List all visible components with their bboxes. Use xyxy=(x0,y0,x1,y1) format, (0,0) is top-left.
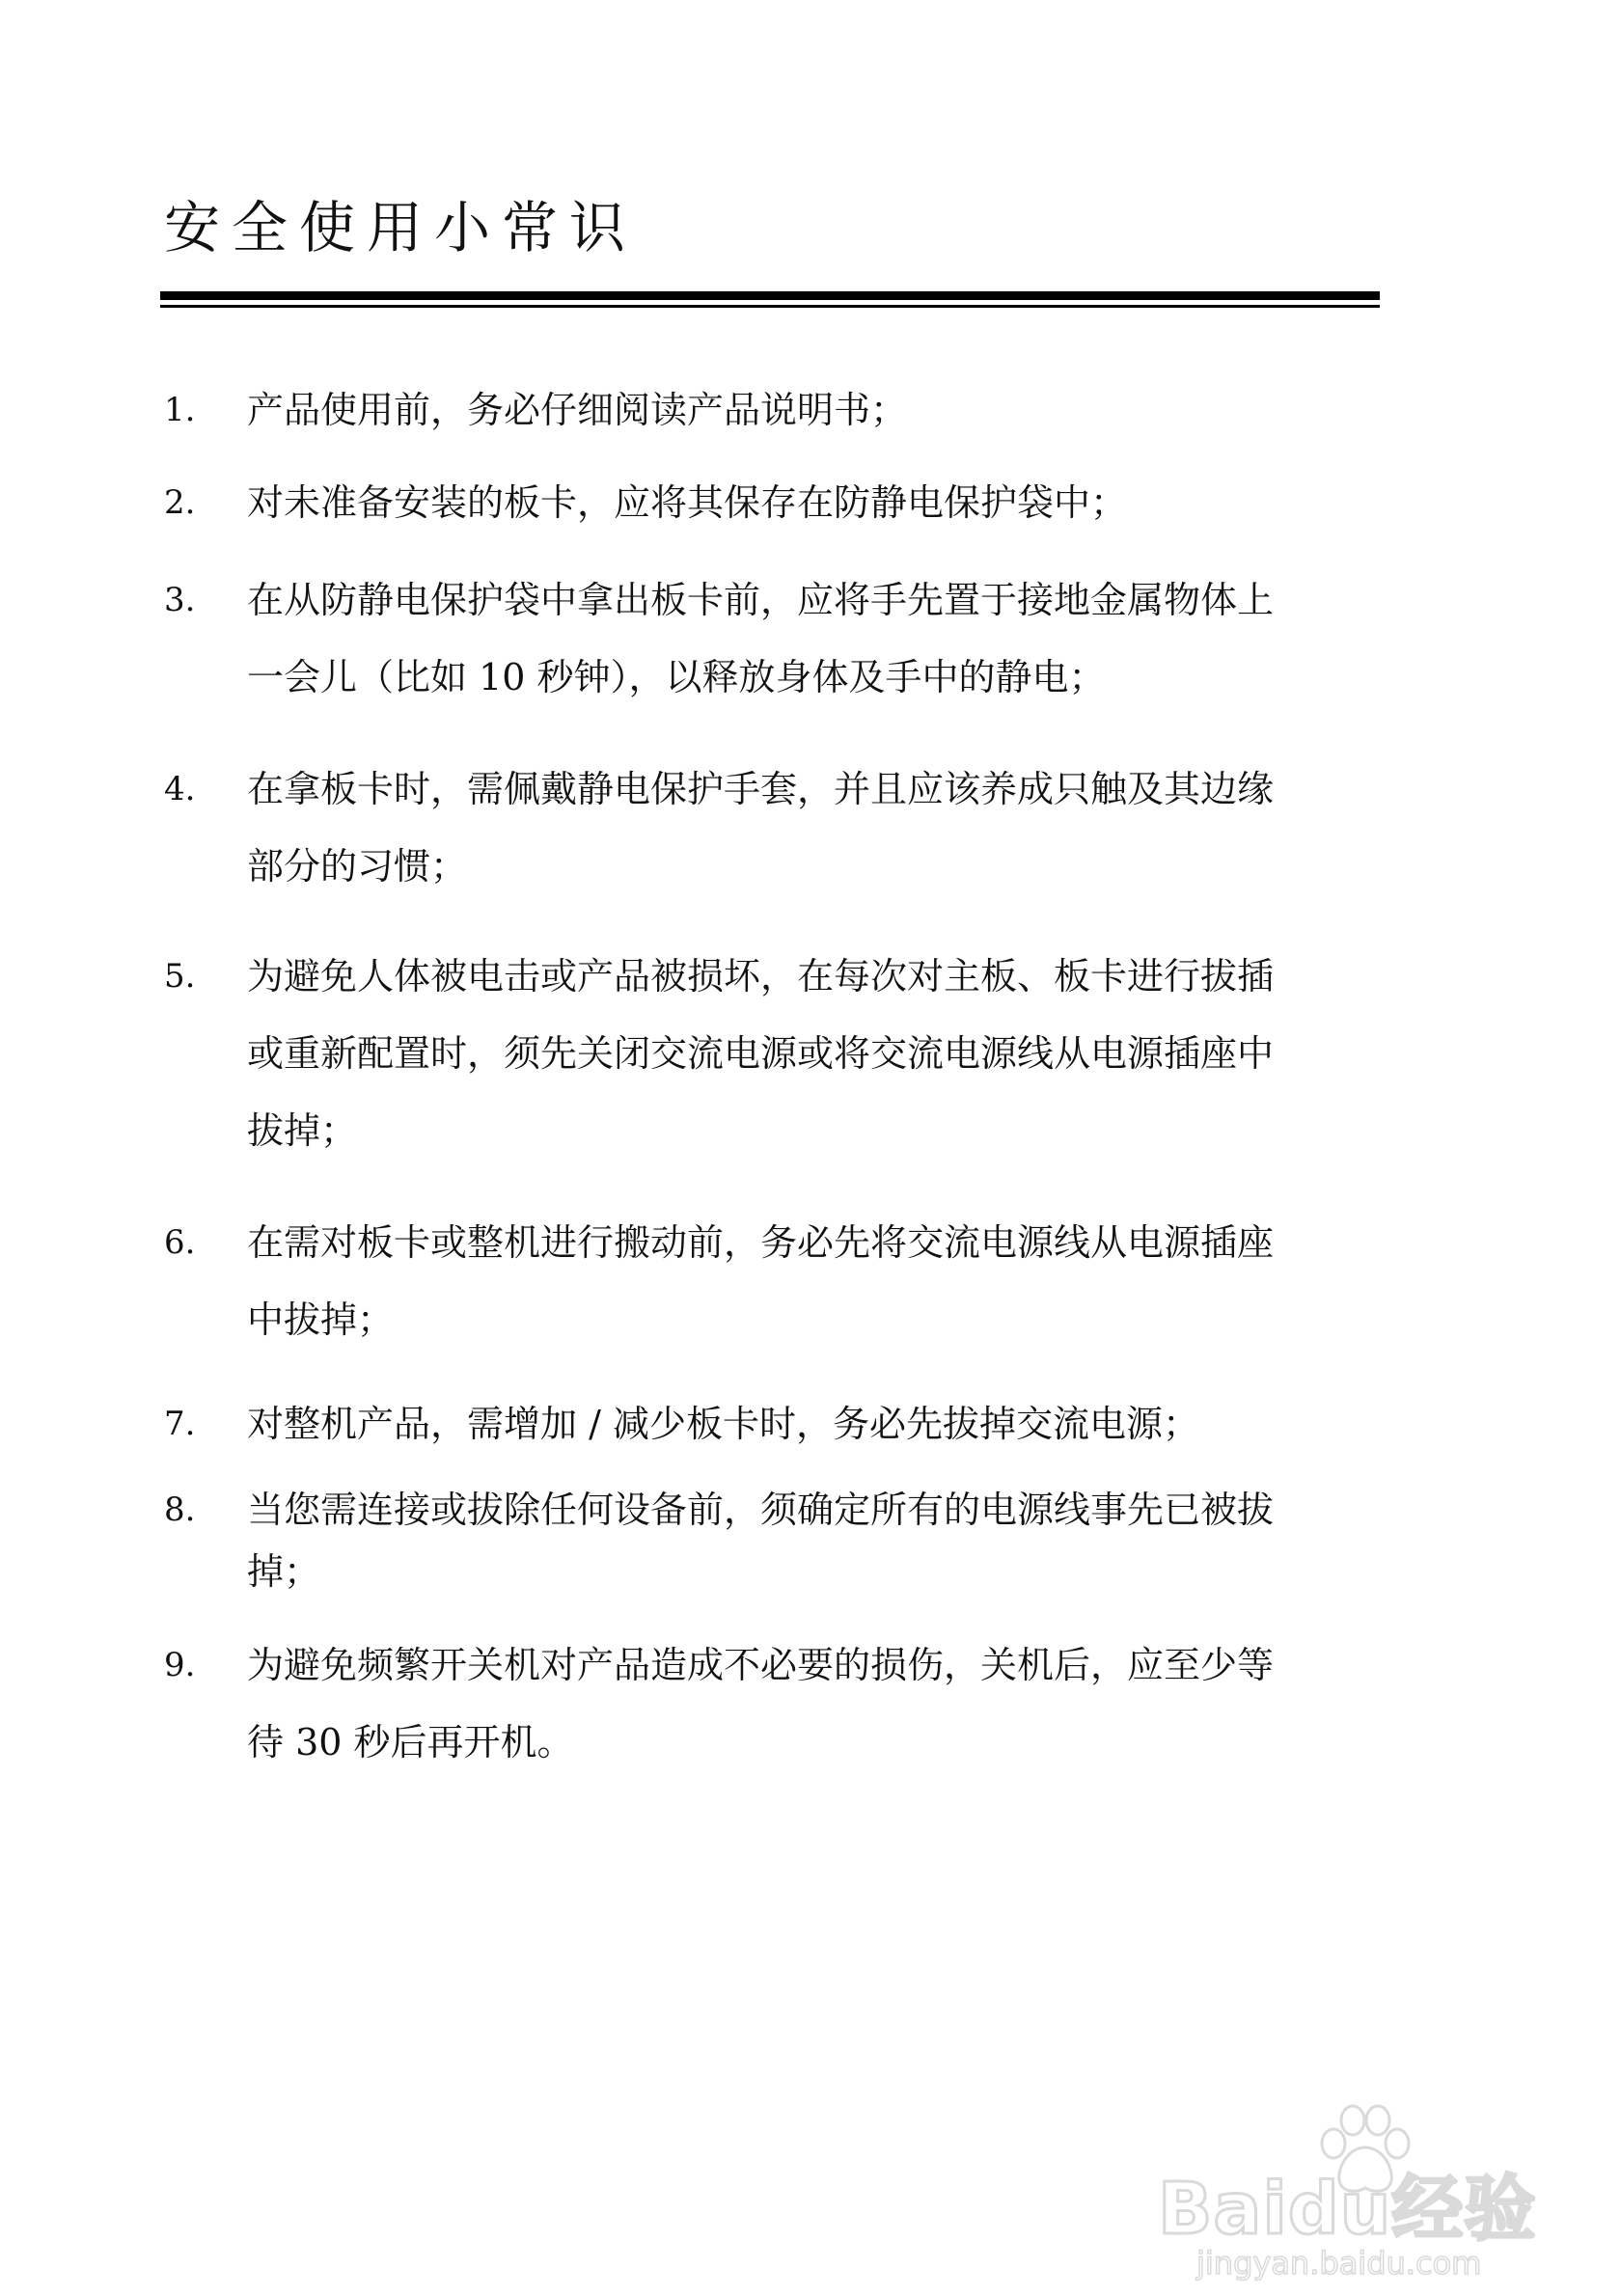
item-line: 部分的习惯； xyxy=(247,845,468,888)
item-text xyxy=(247,1626,1386,1781)
item-number: 5. xyxy=(164,957,196,996)
item-line: 中拔掉； xyxy=(247,1298,395,1341)
item-line: 在需对板卡或整机进行搬动前，务必先将交流电源线从电源插座 xyxy=(247,1221,1275,1264)
item-line: 待 30 秒后再开机。 xyxy=(247,1721,574,1763)
item-text xyxy=(247,464,1386,541)
item-number: 6. xyxy=(164,1223,196,1262)
title-divider-thin xyxy=(160,305,1380,308)
item-text xyxy=(247,1204,1386,1358)
watermark-url: jingyan.baidu.com xyxy=(1196,2245,1482,2282)
item-number: 3. xyxy=(164,581,196,619)
item-text xyxy=(247,1385,1386,1462)
item-text xyxy=(247,561,1386,716)
item-line: 对整机产品，需增加 / 减少板卡时，务必先拔掉交流电源； xyxy=(247,1403,1199,1445)
item-text xyxy=(247,938,1386,1169)
title-divider-thick xyxy=(160,291,1380,300)
item-line: 为避免频繁开关机对产品造成不必要的损伤，关机后，应至少等 xyxy=(247,1644,1275,1686)
item-number: 1. xyxy=(164,391,196,429)
watermark-logo-text: Baidu经验 xyxy=(1158,2168,1537,2251)
item-number: 4. xyxy=(164,770,196,808)
item-line: 对未准备安装的板卡，应将其保存在防静电保护袋中； xyxy=(247,481,1128,524)
item-text xyxy=(247,751,1386,905)
item-line: 为避免人体被电击或产品被损坏，在每次对主板、板卡进行拔插 xyxy=(247,955,1275,998)
item-text xyxy=(247,371,1386,449)
item-line: 在拿板卡时，需佩戴静电保护手套，并且应该养成只触及其边缘 xyxy=(247,768,1275,810)
item-line: 掉； xyxy=(247,1550,321,1593)
item-line: 一会儿（比如 10 秒钟），以释放身体及手中的静电； xyxy=(247,656,1106,698)
item-line: 当您需连接或拔除任何设备前，须确定所有的电源线事先已被拔 xyxy=(247,1489,1275,1531)
item-line: 在从防静电保护袋中拿出板卡前，应将手先置于接地金属物体上 xyxy=(247,579,1275,621)
item-number: 2. xyxy=(164,483,196,522)
page-title: 安全使用小常识 xyxy=(164,195,638,260)
item-line: 产品使用前，务必仔细阅读产品说明书； xyxy=(247,389,908,431)
item-number: 9. xyxy=(164,1646,196,1684)
item-line: 拔掉； xyxy=(247,1109,358,1152)
baidu-jingyan-watermark xyxy=(1148,2103,1553,2282)
item-number: 8. xyxy=(164,1490,196,1529)
item-text xyxy=(247,1471,1386,1610)
item-number: 7. xyxy=(164,1405,196,1443)
item-line: 或重新配置时，须先关闭交流电源或将交流电源线从电源插座中 xyxy=(247,1032,1275,1075)
